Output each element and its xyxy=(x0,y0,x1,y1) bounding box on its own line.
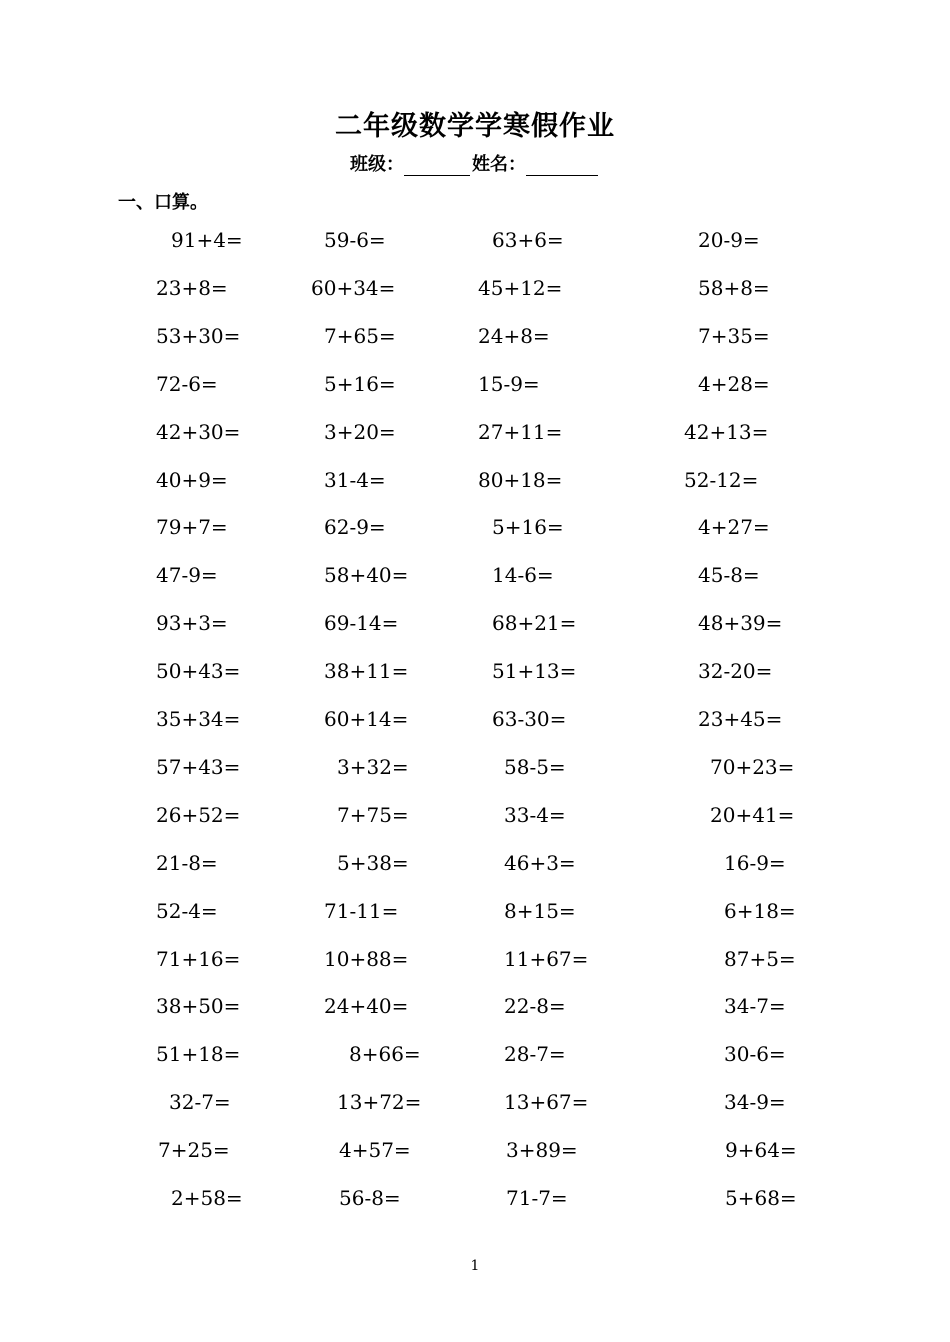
arithmetic-problem: 20-9= xyxy=(698,228,760,252)
arithmetic-problem: 10+88= xyxy=(324,946,409,971)
arithmetic-problem: 79+7= xyxy=(156,515,228,540)
arithmetic-problem: 42+13= xyxy=(684,419,769,444)
arithmetic-problem: 93+3= xyxy=(156,611,228,636)
arithmetic-problem: 71-7= xyxy=(506,1186,568,1210)
arithmetic-problem: 13+72= xyxy=(337,1090,422,1115)
arithmetic-problem: 22-8= xyxy=(504,994,566,1019)
page-title: 二年级数学学寒假作业 xyxy=(335,111,615,142)
arithmetic-problem: 62-9= xyxy=(324,515,386,540)
arithmetic-problem: 87+5= xyxy=(724,946,796,971)
arithmetic-problem: 9+64= xyxy=(725,1138,797,1163)
arithmetic-problem: 7+75= xyxy=(337,802,409,827)
arithmetic-problem: 5+16= xyxy=(324,371,396,396)
arithmetic-problem: 50+43= xyxy=(156,659,241,684)
name-blank[interactable] xyxy=(526,157,598,176)
arithmetic-problem: 51+13= xyxy=(492,659,577,684)
arithmetic-problem: 53+30= xyxy=(156,323,241,348)
arithmetic-problem: 63-30= xyxy=(492,707,567,731)
arithmetic-problem: 7+35= xyxy=(698,323,770,348)
class-label: 班级： xyxy=(350,154,404,175)
arithmetic-problem: 52-12= xyxy=(684,467,759,492)
arithmetic-problem: 5+16= xyxy=(492,515,564,540)
page-number: 1 xyxy=(470,1258,480,1274)
arithmetic-problem: 23+8= xyxy=(156,275,228,300)
arithmetic-problem: 13+67= xyxy=(504,1090,589,1115)
arithmetic-problem: 8+66= xyxy=(349,1042,421,1067)
arithmetic-problem: 69-14= xyxy=(324,611,399,636)
arithmetic-problem: 63+6= xyxy=(492,228,564,252)
arithmetic-problem: 58-5= xyxy=(504,754,566,779)
arithmetic-problem: 71+16= xyxy=(156,946,241,971)
section-heading: 一、口算。 xyxy=(118,192,208,213)
arithmetic-problem: 42+30= xyxy=(156,419,241,444)
arithmetic-problem: 47-9= xyxy=(156,563,218,588)
arithmetic-problem: 2+58= xyxy=(171,1186,243,1210)
arithmetic-problem: 68+21= xyxy=(492,611,577,636)
arithmetic-problem: 3+20= xyxy=(324,419,396,444)
arithmetic-problem: 34-9= xyxy=(724,1090,786,1115)
arithmetic-problem: 26+52= xyxy=(156,802,241,827)
arithmetic-problem: 5+38= xyxy=(337,850,409,875)
arithmetic-problem: 8+15= xyxy=(504,898,576,923)
arithmetic-problem: 4+27= xyxy=(698,515,770,540)
arithmetic-problem: 60+14= xyxy=(324,707,409,731)
arithmetic-problem: 72-6= xyxy=(156,371,218,396)
arithmetic-problem: 52-4= xyxy=(156,898,218,923)
student-info-line xyxy=(0,150,950,176)
arithmetic-problem: 45-8= xyxy=(698,563,760,588)
arithmetic-problem: 58+40= xyxy=(324,563,409,588)
arithmetic-problem: 7+65= xyxy=(324,323,396,348)
arithmetic-problem: 56-8= xyxy=(339,1186,401,1210)
arithmetic-problem: 33-4= xyxy=(504,802,566,827)
arithmetic-problem: 58+8= xyxy=(698,275,770,300)
arithmetic-problem: 11+67= xyxy=(504,946,589,971)
arithmetic-problem: 3+32= xyxy=(337,754,409,779)
arithmetic-problem: 71-11= xyxy=(324,898,399,923)
arithmetic-problem: 30-6= xyxy=(724,1042,786,1067)
arithmetic-problem: 4+57= xyxy=(339,1138,411,1163)
arithmetic-problem: 5+68= xyxy=(725,1186,797,1210)
arithmetic-problem: 7+25= xyxy=(158,1138,230,1163)
arithmetic-problem: 24+40= xyxy=(324,994,409,1019)
arithmetic-problem: 57+43= xyxy=(156,754,241,779)
arithmetic-problem: 46+3= xyxy=(504,850,576,875)
arithmetic-problem: 20+41= xyxy=(710,802,795,827)
arithmetic-problem: 15-9= xyxy=(478,371,540,396)
arithmetic-problem: 35+34= xyxy=(156,707,241,731)
arithmetic-problem: 38+11= xyxy=(324,659,409,684)
arithmetic-problem: 32-7= xyxy=(169,1090,231,1115)
arithmetic-problem: 24+8= xyxy=(478,323,550,348)
arithmetic-problem: 48+39= xyxy=(698,611,783,636)
arithmetic-problem: 28-7= xyxy=(504,1042,566,1067)
arithmetic-problem: 38+50= xyxy=(156,994,241,1019)
name-label: 姓名： xyxy=(472,154,526,175)
arithmetic-problem: 21-8= xyxy=(156,850,218,875)
arithmetic-problem: 27+11= xyxy=(478,419,563,444)
arithmetic-problem: 70+23= xyxy=(710,754,795,779)
arithmetic-problem: 32-20= xyxy=(698,659,773,684)
arithmetic-problem: 34-7= xyxy=(724,994,786,1019)
arithmetic-problem: 40+9= xyxy=(156,467,228,492)
class-blank[interactable] xyxy=(404,157,470,176)
arithmetic-problem: 31-4= xyxy=(324,467,386,492)
arithmetic-problem: 3+89= xyxy=(506,1138,578,1163)
arithmetic-problem: 45+12= xyxy=(478,275,563,300)
arithmetic-problem: 60+34= xyxy=(311,275,396,300)
arithmetic-problem: 6+18= xyxy=(724,898,796,923)
arithmetic-problem: 16-9= xyxy=(724,850,786,875)
arithmetic-problem: 23+45= xyxy=(698,707,783,731)
arithmetic-problem: 4+28= xyxy=(698,371,770,396)
arithmetic-problem: 91+4= xyxy=(171,228,243,252)
arithmetic-problem: 51+18= xyxy=(156,1042,241,1067)
arithmetic-problem: 59-6= xyxy=(324,228,386,252)
arithmetic-problem: 80+18= xyxy=(478,467,563,492)
arithmetic-problem: 14-6= xyxy=(492,563,554,588)
